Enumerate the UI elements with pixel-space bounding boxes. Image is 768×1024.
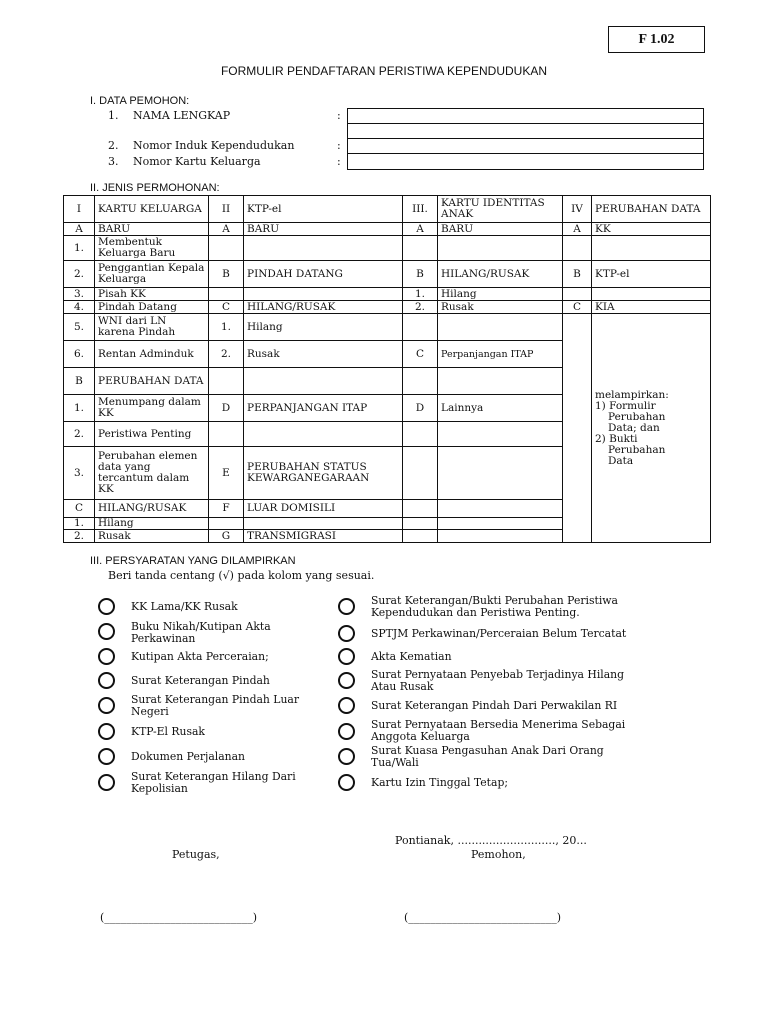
table-cell	[403, 530, 438, 543]
table-cell: B	[403, 261, 438, 288]
table-cell[interactable]: BARU	[438, 223, 563, 236]
table-cell	[563, 314, 592, 543]
nik-input[interactable]	[347, 138, 704, 154]
table-row	[64, 223, 711, 236]
colon: :	[337, 139, 341, 152]
section3-instruction: Beri tanda centang (√) pada kolom yang sesuai.	[108, 569, 375, 582]
table-row	[64, 301, 711, 314]
table-row	[64, 314, 711, 341]
table-cell: 6.	[64, 341, 95, 368]
table-cell	[403, 518, 438, 530]
note-line: 2) Bukti	[595, 432, 638, 445]
table-cell	[209, 368, 244, 395]
table-cell: 1.	[64, 518, 95, 530]
col-header-i: I	[64, 196, 95, 223]
col-header-iv: IV	[563, 196, 592, 223]
field-label-nama: NAMA LENGKAP	[133, 109, 231, 122]
checkbox-surat-pindah[interactable]	[98, 672, 115, 689]
checkbox-dokumen-perjalanan[interactable]	[98, 748, 115, 765]
table-cell	[403, 422, 438, 447]
table-cell	[438, 422, 563, 447]
col-header-kartu-identitas-anak: KARTU IDENTITAS ANAK	[438, 196, 563, 223]
table-cell	[209, 288, 244, 301]
requirement-label: KK Lama/KK Rusak	[131, 600, 238, 613]
requirement-label: Surat Pernyataan Bersedia Menerima Sebagai Anggota Keluarga	[371, 718, 626, 743]
table-row	[64, 236, 711, 261]
table-cell	[403, 447, 438, 500]
table-cell[interactable]: BARU	[95, 223, 209, 236]
note-line: melampirkan:	[595, 388, 669, 401]
form-title: FORMULIR PENDAFTARAN PERISTIWA KEPENDUDUKAN	[220, 64, 548, 78]
table-cell: A	[64, 223, 95, 236]
note-line: Perubahan	[608, 443, 666, 456]
table-cell	[438, 500, 563, 518]
table-cell	[244, 288, 403, 301]
table-cell: B	[563, 261, 592, 288]
table-cell: D	[209, 395, 244, 422]
table-cell: 1.	[209, 314, 244, 341]
requirement-label: Kartu Izin Tinggal Tetap;	[371, 776, 509, 789]
note-line: Data; dan	[608, 421, 660, 434]
table-cell: 5.	[64, 314, 95, 341]
field-label-kk: Nomor Kartu Keluarga	[133, 155, 261, 168]
table-cell[interactable]: Pindah Datang	[95, 301, 209, 314]
table-cell[interactable]: PINDAH DATANG	[244, 261, 403, 288]
requirement-label: Surat Kuasa Pengasuhan Anak Dari Orang Tua/Wali	[371, 744, 604, 769]
table-cell[interactable]: Menumpang dalam KK	[95, 395, 209, 422]
table-cell: 1.	[64, 395, 95, 422]
requirement-label: Akta Kematian	[371, 650, 452, 663]
checkbox-kitap[interactable]	[338, 774, 355, 791]
table-cell[interactable]: Lainnya	[438, 395, 563, 422]
table-cell[interactable]: KIA	[592, 301, 711, 314]
table-cell	[244, 236, 403, 261]
table-cell[interactable]: Pisah KK	[95, 288, 209, 301]
checkbox-bersedia-menerima[interactable]	[338, 723, 355, 740]
checkbox-surat-pindah-ln[interactable]	[98, 697, 115, 714]
table-cell: 2.	[64, 422, 95, 447]
checkbox-buku-nikah[interactable]	[98, 623, 115, 640]
table-cell[interactable]: Membentuk Keluarga Baru	[95, 236, 209, 261]
table-cell[interactable]: Rentan Adminduk	[95, 341, 209, 368]
field-label-nik: Nomor Induk Kependudukan	[133, 139, 295, 152]
checkbox-pernyataan-hilang[interactable]	[338, 672, 355, 689]
table-cell[interactable]: HILANG/RUSAK	[438, 261, 563, 288]
table-row	[64, 261, 711, 288]
table-cell[interactable]: Perubahan elemen data yang tercantum dalam KK	[95, 447, 209, 500]
table-cell	[438, 530, 563, 543]
table-cell[interactable]: KTP-el	[592, 261, 711, 288]
table-cell: 2.	[64, 261, 95, 288]
nama-lengkap-input-line1[interactable]	[347, 108, 704, 124]
colon: :	[337, 109, 341, 122]
table-cell	[403, 314, 438, 341]
checkbox-sptjm[interactable]	[338, 625, 355, 642]
form-code: F 1.02	[638, 31, 675, 47]
requirement-label: Buku Nikah/Kutipan Akta Perkawinan	[131, 620, 271, 645]
table-cell[interactable]: Peristiwa Penting	[95, 422, 209, 447]
jenis-permohonan-table	[63, 195, 711, 543]
requirement-label: Surat Keterangan Pindah	[131, 674, 270, 687]
checkbox-ktp-el-rusak[interactable]	[98, 723, 115, 740]
table-header-row	[64, 196, 711, 223]
table-cell: 1.	[403, 288, 438, 301]
col-header-iii: III.	[403, 196, 438, 223]
requirement-label: Kutipan Akta Perceraian;	[131, 650, 269, 663]
table-cell[interactable]: Rusak	[95, 530, 209, 543]
table-cell: 2.	[64, 530, 95, 543]
requirement-label: Surat Keterangan Pindah Luar Negeri	[131, 693, 300, 718]
form-code-box	[608, 26, 705, 53]
table-cell	[438, 368, 563, 395]
table-cell	[592, 288, 711, 301]
checkbox-akta-kematian[interactable]	[338, 648, 355, 665]
table-cell[interactable]: Rusak	[244, 341, 403, 368]
pemohon-label: Pemohon,	[471, 848, 526, 861]
section3-heading: III. PERSYARATAN YANG DILAMPIRKAN	[90, 555, 296, 567]
table-cell: 1.	[64, 236, 95, 261]
table-cell: 3.	[64, 288, 95, 301]
requirement-label: Dokumen Perjalanan	[131, 750, 246, 763]
table-cell: A	[563, 223, 592, 236]
table-cell	[563, 288, 592, 301]
note-line: 1) Formulir	[595, 399, 656, 412]
table-cell[interactable]: LUAR DOMISILI	[244, 500, 403, 518]
table-cell: G	[209, 530, 244, 543]
checkbox-pindah-perwakilan[interactable]	[338, 697, 355, 714]
table-cell[interactable]: Hilang	[244, 314, 403, 341]
table-cell	[244, 518, 403, 530]
table-cell	[244, 368, 403, 395]
petugas-label: Petugas,	[172, 848, 220, 861]
petugas-signature-line[interactable]: (___________________________)	[100, 911, 258, 924]
table-cell	[209, 422, 244, 447]
table-cell[interactable]: PERUBAHAN DATA	[95, 368, 209, 395]
requirement-label: Surat Keterangan Hilang Dari Kepolisian	[131, 770, 296, 795]
table-cell	[438, 518, 563, 530]
table-cell	[244, 422, 403, 447]
table-cell[interactable]: Hilang	[438, 288, 563, 301]
table-cell[interactable]: Hilang	[95, 518, 209, 530]
table-cell[interactable]: KK	[592, 223, 711, 236]
table-cell	[592, 236, 711, 261]
table-cell: D	[403, 395, 438, 422]
table-cell[interactable]: PERPANJANGAN ITAP	[244, 395, 403, 422]
checkbox-kuasa-pengasuhan[interactable]	[338, 748, 355, 765]
section1-heading: I. DATA PEMOHON:	[90, 95, 190, 107]
table-cell: 2.	[209, 341, 244, 368]
note-line: Data	[608, 454, 634, 467]
requirement-label: Surat Pernyataan Penyebab Terjadinya Hilang Atau Rusak	[371, 668, 625, 693]
table-cell: C	[563, 301, 592, 314]
nomor-kk-input[interactable]	[347, 153, 704, 170]
checkbox-akta-perceraian[interactable]	[98, 648, 115, 665]
place-date: Pontianak, ............................, 20...	[395, 834, 587, 847]
table-cell: A	[403, 223, 438, 236]
requirement-label: Surat Keterangan Pindah Dari Perwakilan RI	[371, 699, 618, 712]
table-cell[interactable]: BARU	[244, 223, 403, 236]
requirement-label: SPTJM Perkawinan/Perceraian Belum Tercatat	[371, 627, 627, 640]
table-cell[interactable]: Perpanjangan ITAP	[438, 341, 563, 368]
note-line: Perubahan	[608, 410, 666, 423]
table-cell	[403, 368, 438, 395]
table-cell[interactable]: PERUBAHAN STATUS KEWARGANEGARAAN	[244, 447, 403, 500]
table-cell: F	[209, 500, 244, 518]
nama-lengkap-input-line2[interactable]	[347, 123, 704, 139]
col-header-perubahan-data: PERUBAHAN DATA	[592, 196, 711, 223]
colon: :	[337, 155, 341, 168]
table-cell[interactable]: HILANG/RUSAK	[95, 500, 209, 518]
checkbox-kk-lama[interactable]	[98, 598, 115, 615]
col-header-ktp-el: KTP-el	[244, 196, 403, 223]
table-cell: C	[209, 301, 244, 314]
table-cell	[438, 314, 563, 341]
pemohon-signature-line[interactable]: (___________________________)	[404, 911, 562, 924]
table-cell: 4.	[64, 301, 95, 314]
table-cell: 3.	[64, 447, 95, 500]
table-cell[interactable]: HILANG/RUSAK	[244, 301, 403, 314]
table-cell	[403, 236, 438, 261]
field-number-1: 1.	[108, 109, 119, 122]
requirement-label: Surat Keterangan/Bukti Perubahan Peristiwa Kependudukan dan Peristiwa Penting.	[371, 594, 618, 619]
table-row	[64, 288, 711, 301]
table-cell: B	[209, 261, 244, 288]
table-cell	[563, 236, 592, 261]
table-cell: C	[64, 500, 95, 518]
field-number-2: 2.	[108, 139, 119, 152]
checkbox-surat-hilang[interactable]	[98, 774, 115, 791]
table-cell	[209, 518, 244, 530]
perubahan-data-note	[592, 314, 711, 543]
requirement-label: KTP-El Rusak	[131, 725, 205, 738]
section2-heading: II. JENIS PERMOHONAN:	[90, 182, 220, 194]
table-cell: C	[403, 341, 438, 368]
table-cell	[403, 500, 438, 518]
table-cell	[438, 447, 563, 500]
table-cell[interactable]: Penggantian Kepala Keluarga	[95, 261, 209, 288]
col-header-kartu-keluarga: KARTU KELUARGA	[95, 196, 209, 223]
col-header-ii: II	[209, 196, 244, 223]
table-cell: E	[209, 447, 244, 500]
field-number-3: 3.	[108, 155, 119, 168]
table-cell: A	[209, 223, 244, 236]
table-cell: B	[64, 368, 95, 395]
table-cell	[209, 236, 244, 261]
checkbox-bukti-perubahan[interactable]	[338, 598, 355, 615]
table-cell	[438, 236, 563, 261]
table-cell[interactable]: TRANSMIGRASI	[244, 530, 403, 543]
table-cell[interactable]: Rusak	[438, 301, 563, 314]
table-cell: 2.	[403, 301, 438, 314]
table-cell[interactable]: WNI dari LN karena Pindah	[95, 314, 209, 341]
